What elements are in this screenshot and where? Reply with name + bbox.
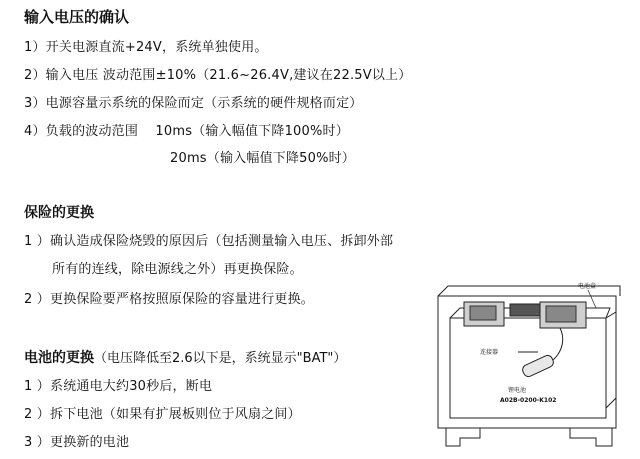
label-connector: 连接器 bbox=[480, 349, 499, 356]
fuse-item-2: 2 ）更换保险要严格按照原保险的容量进行更换。 bbox=[24, 292, 315, 307]
battery-item-2: 2 ）拆下电池（如果有扩展板则位于风扇之间） bbox=[24, 407, 301, 422]
voltage-item-4-cont: 20ms（输入幅值下降50%时） bbox=[170, 151, 356, 166]
battery-item-3: 3 ）更换新的电池 bbox=[24, 435, 130, 450]
battery-heading-note: （电压降低至2.6以下是，系统显示"BAT"） bbox=[94, 351, 347, 366]
battery-location-diagram bbox=[420, 278, 632, 456]
label-lithium-battery: 锂电池 bbox=[508, 387, 527, 394]
voltage-item-3: 3）电源容量示系统的保险而定（示系统的硬件规格而定） bbox=[24, 96, 363, 111]
voltage-item-1: 1）开关电源直流+24V，系统单独使用。 bbox=[24, 40, 268, 55]
label-part-number: A02B-0200-K102 bbox=[500, 397, 557, 404]
label-battery-box: 电池盒 bbox=[578, 283, 597, 290]
fuse-item-1-cont: 所有的连线，除电源线之外）再更换保险。 bbox=[52, 262, 303, 277]
fan-modules bbox=[464, 302, 586, 328]
voltage-item-2: 2）输入电压 波动范围±10%（21.6~26.4V,建议在22.5V以上） bbox=[24, 68, 412, 83]
battery-heading bbox=[24, 347, 346, 367]
battery-item-1: 1 ）系统通电大约30秒后，断电 bbox=[24, 379, 213, 394]
battery-icon bbox=[521, 354, 555, 378]
section-title-voltage: 输入电压的确认 bbox=[24, 8, 130, 26]
section-title-fuse: 保险的更换 bbox=[24, 205, 94, 221]
voltage-item-4: 4）负载的波动范围 10ms（输入幅值下降100%时） bbox=[24, 124, 349, 139]
fuse-item-1: 1 ）确认造成保险烧毁的原因后（包括测量输入电压、拆卸外部 bbox=[24, 234, 394, 249]
section-title-battery: 电池的更换 bbox=[24, 350, 94, 366]
